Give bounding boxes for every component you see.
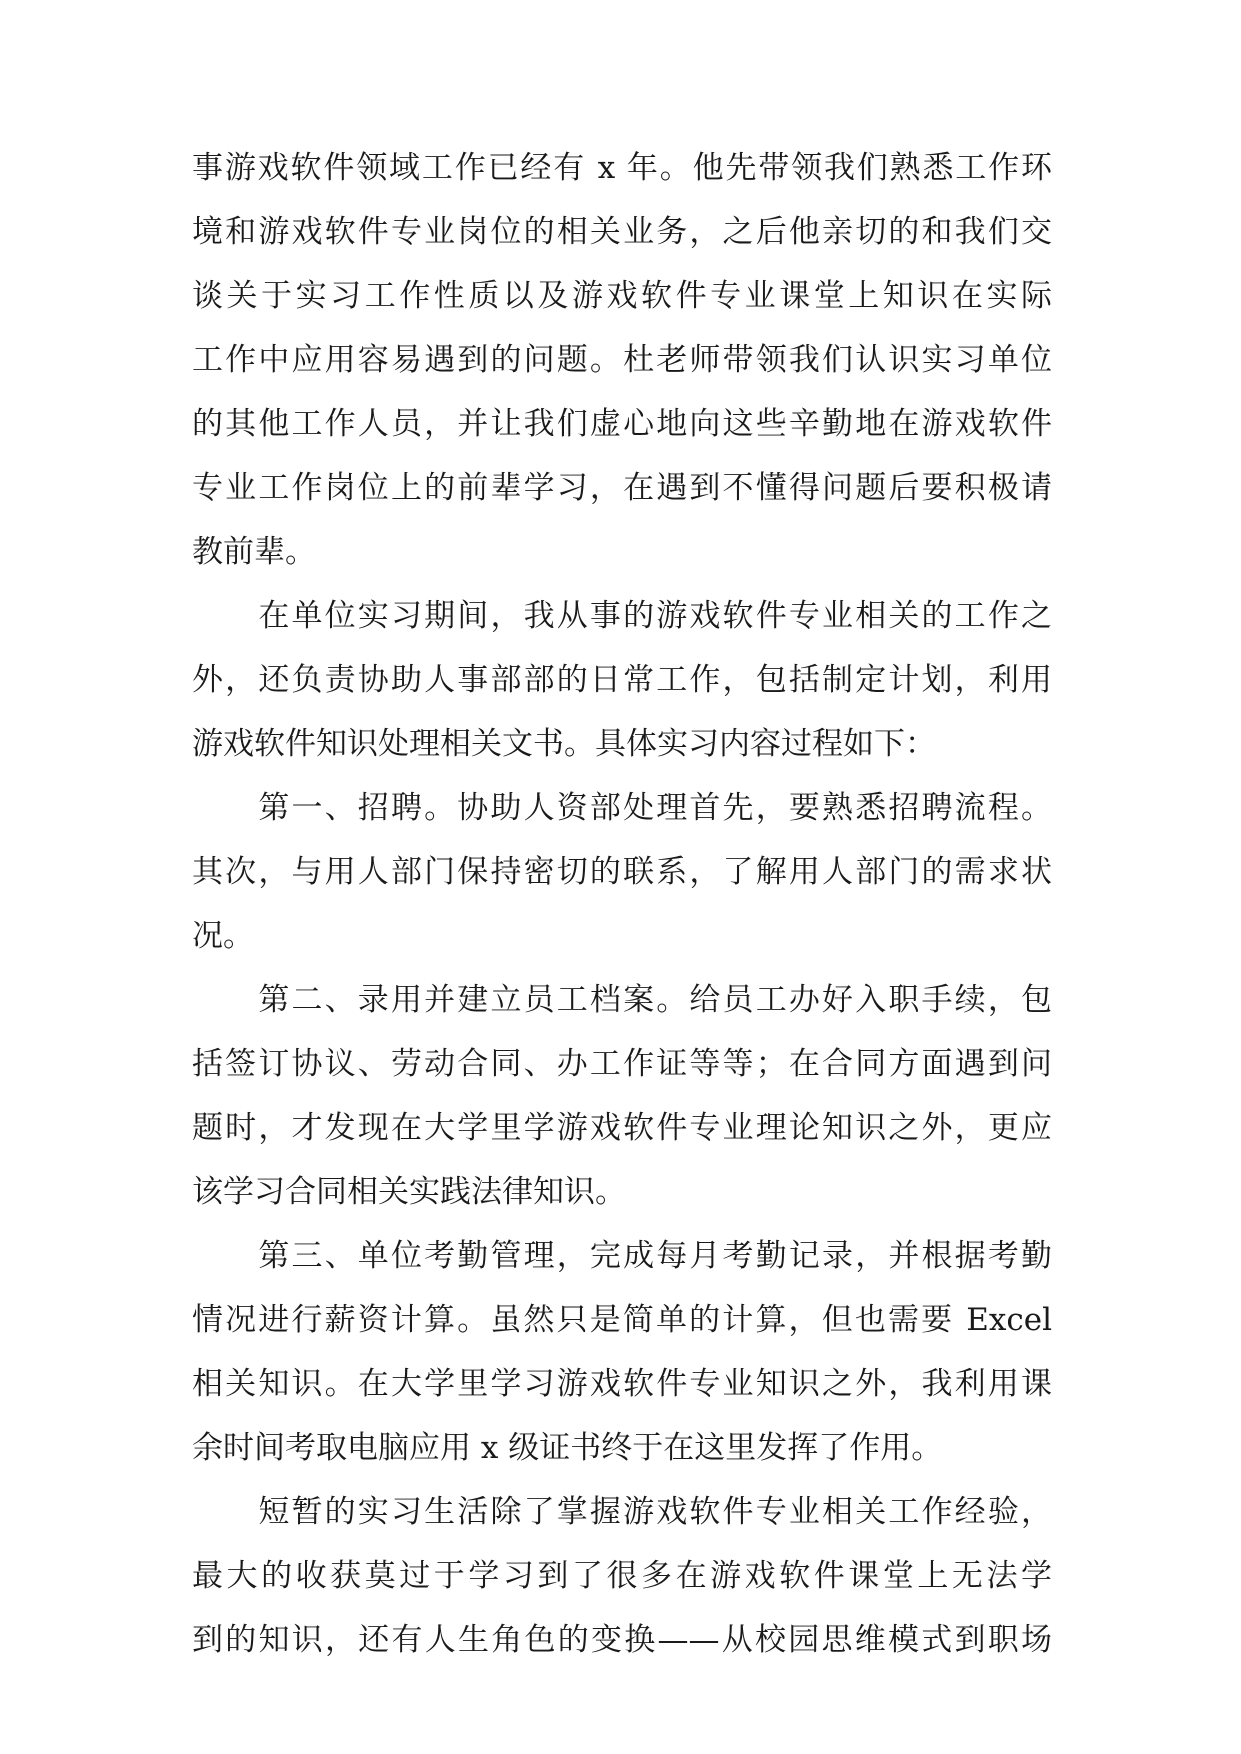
- text-line: 在单位实习期间，我从事的游戏软件专业相关的工作之: [192, 598, 1052, 634]
- text-line: 第三、单位考勤管理，完成每月考勤记录，并根据考勤: [192, 1238, 1052, 1274]
- text-line: 况。: [192, 918, 254, 954]
- text-line: 其次，与用人部门保持密切的联系，了解用人部门的需求状: [192, 854, 1052, 890]
- text-line: 专业工作岗位上的前辈学习，在遇到不懂得问题后要积极请: [192, 470, 1052, 506]
- text-line: 相关知识。在大学里学习游戏软件专业知识之外，我利用课: [192, 1366, 1052, 1402]
- text-line: 谈关于实习工作性质以及游戏软件专业课堂上知识在实际: [192, 278, 1052, 314]
- text-line: 第一、招聘。协助人资部处理首先，要熟悉招聘流程。: [192, 790, 1052, 826]
- text-line: 境和游戏软件专业岗位的相关业务，之后他亲切的和我们交: [192, 214, 1052, 250]
- text-line: 第二、录用并建立员工档案。给员工办好入职手续，包: [192, 982, 1052, 1018]
- text-line: 括签订协议、劳动合同、办工作证等等；在合同方面遇到问: [192, 1046, 1052, 1082]
- text-line: 外，还负责协助人事部部的日常工作，包括制定计划，利用: [192, 662, 1052, 698]
- text-line: 工作中应用容易遇到的问题。杜老师带领我们认识实习单位: [192, 342, 1052, 378]
- text-line: 教前辈。: [192, 534, 316, 570]
- text-line: 游戏软件知识处理相关文书。具体实习内容过程如下：: [192, 726, 936, 762]
- text-line: 的其他工作人员，并让我们虚心地向这些辛勤地在游戏软件: [192, 406, 1052, 442]
- text-line: 短暂的实习生活除了掌握游戏软件专业相关工作经验，: [192, 1494, 1052, 1530]
- text-line: 题时，才发现在大学里学游戏软件专业理论知识之外，更应: [192, 1110, 1052, 1146]
- text-line: 最大的收获莫过于学习到了很多在游戏软件课堂上无法学: [192, 1558, 1052, 1594]
- text-line: 到的知识，还有人生角色的变换——从校园思维模式到职场: [192, 1622, 1052, 1658]
- text-line: 事游戏软件领域工作已经有 x 年。他先带领我们熟悉工作环: [192, 150, 1052, 186]
- text-line: 余时间考取电脑应用 x 级证书终于在这里发挥了作用。: [192, 1430, 943, 1466]
- text-line: 情况进行薪资计算。虽然只是简单的计算，但也需要 Excel: [192, 1302, 1052, 1338]
- text-line: 该学习合同相关实践法律知识。: [192, 1174, 626, 1210]
